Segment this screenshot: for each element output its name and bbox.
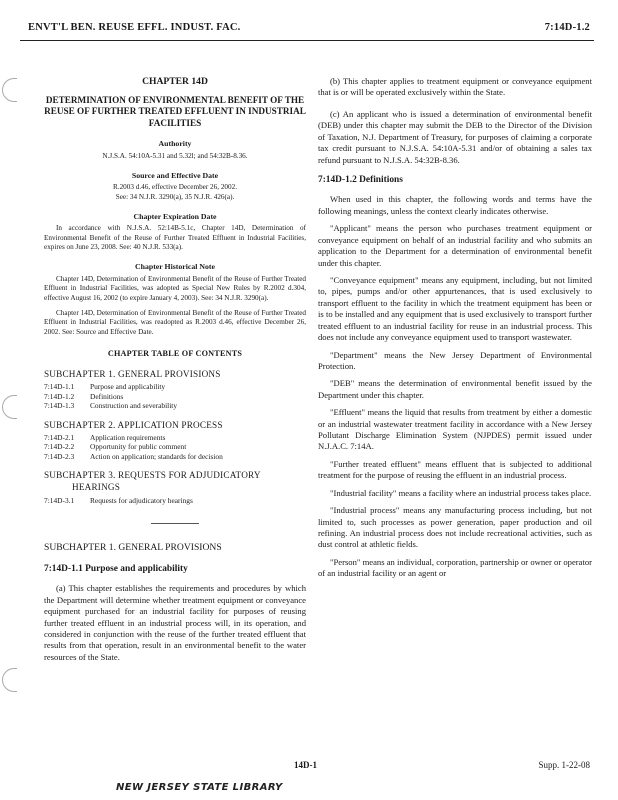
page-number: 14D-1 xyxy=(294,760,317,770)
header-left: ENVT'L BEN. REUSE EFFL. INDUST. FAC. xyxy=(28,22,241,33)
paragraph: (a) This chapter establishes the requirements and procedures by which the Department will determine whether treatment equipment or conveyance equipment purchased for an industrial facility for purposes of reusing further treated effluent in an industrial process will, in its operation, and considered in conjunction with the reuse of the further treated effluent that results from that operation, result in an environmental benefit to the water resources of the State. xyxy=(44,583,306,662)
definition: "Applicant" means the person who purchases treatment equipment or conveyance equipment on behalf of an industrial facility and who submits an application to the Department for a determination of environmental benefit under this chapter. xyxy=(318,223,592,268)
definition: "Department" means the New Jersey Department of Environmental Protection. xyxy=(318,349,592,371)
header-right: 7:14D-1.2 xyxy=(544,22,590,33)
expiration-text: In accordance with N.J.S.A. 52:14B-5.1c, Chapter 14D, Determination of Environmental Benefit of the Reuse of Further Treated Effluent in Industrial Facilities, expires on June 23, 2008. See: 40 N.J.R. 533(a). xyxy=(44,224,306,252)
definition: "Industrial process" means any manufacturing process including, but not limited to, such processes as power generation, paper production and oil refining. An industrial process does not include recreational activities, such as dust control at athletic fields. xyxy=(318,505,592,550)
toc-subchapter-2: SUBCHAPTER 2. APPLICATION PROCESS xyxy=(44,419,223,430)
paragraph: When used in this chapter, the following words and terms have the following meanings, unless the context clearly indicates otherwise. xyxy=(318,194,592,216)
definition: "Person" means an individual, corporation, partnership or owner or operator of an industrial facility or an agent or xyxy=(318,556,592,579)
toc-entry: 7:14D-1.1 Purpose and applicability xyxy=(44,382,166,392)
paragraph: (c) An applicant who is issued a determination of environmental benefit (DEB) under this chapter may submit the DEB to the Director of the Division of Taxation, N.J. Department of Treasury, for purposes of claiming a corporate tax credit pursuant to N.J.S.A. 54:10A-5.31 and/or of obtaining a sales tax refund pursuant to N.J.S.A. 54:32B-8.36. xyxy=(318,108,592,165)
running-header xyxy=(20,18,594,41)
definition: "Effluent" means the liquid that results from treatment by either a domestic or an industrial wastewater treatment facility in accordance with a New Jersey Pollutant Discharge Elimination System (NJPDES) permit issued under N.J.A.C. 7:14A. xyxy=(318,407,592,452)
section-heading: 7:14D-1.1 Purpose and applicability xyxy=(44,563,188,574)
punch-hole-mark xyxy=(2,668,17,692)
definition: "DEB" means the determination of environmental benefit issued by the Department under this chapter. xyxy=(318,378,592,400)
historical-heading: Chapter Historical Note xyxy=(135,262,215,272)
historical-note-2: Chapter 14D, Determination of Environmental Benefit of the Reuse of Further Treated Effluent in Industrial Facilities, was readopted as R.2003 d.46, effective December 26, 2002. See: Source and Effective Date. xyxy=(44,308,306,336)
supplement-date: Supp. 1-22-08 xyxy=(538,760,590,770)
toc-entry: 7:14D-1.2 Definitions xyxy=(44,391,124,401)
source-line-1: R.2003 d.46, effective December 26, 2002. xyxy=(112,183,238,192)
toc-entry: 7:14D-2.3 Action on application; standards for decision xyxy=(44,451,223,461)
definition: "Further treated effluent" means effluent that is subjected to additional treatment for the purpose of reusing the effluent in an industrial process. xyxy=(318,458,592,481)
toc-subchapter-3-cont: HEARINGS xyxy=(72,482,121,493)
punch-hole-mark xyxy=(2,395,17,419)
toc-entry: 7:14D-3.1 Requests for adjudicatory hearings xyxy=(44,495,193,505)
historical-note-1: Chapter 14D, Determination of Environmental Benefit of the Reuse of Further Treated Effluent in Industrial Facilities, was adopted as Special New Rules by R.2002 d.304, effective August 16, 2002 (to expire January 4, 2003). See: 34 N.J.R. 3290(a). xyxy=(44,274,306,302)
punch-hole-mark xyxy=(2,78,17,102)
toc-subchapter-1: SUBCHAPTER 1. GENERAL PROVISIONS xyxy=(44,368,221,379)
library-stamp: NEW JERSEY STATE LIBRARY xyxy=(116,782,283,793)
source-line-2: See: 34 N.J.R. 3290(a), 35 N.J.R. 426(a). xyxy=(115,192,235,201)
definition: "Industrial facility" means a facility where an industrial process takes place. xyxy=(330,487,592,498)
toc-title: CHAPTER TABLE OF CONTENTS xyxy=(107,349,243,358)
expiration-heading: Chapter Expiration Date xyxy=(133,212,217,222)
chapter-title: DETERMINATION OF ENVIRONMENTAL BENEFIT OF THE REUSE OF FURTHER TREATED EFFLUENT IN INDUSTRIAL FACILITIES xyxy=(44,94,306,128)
toc-entry: 7:14D-2.1 Application requirements xyxy=(44,432,166,442)
toc-entry: 7:14D-2.2 Opportunity for public comment xyxy=(44,442,187,452)
subchapter-heading: SUBCHAPTER 1. GENERAL PROVISIONS xyxy=(44,542,222,554)
definition: "Conveyance equipment" means any equipment, including, but not limited to, pipes, pumps and/or other appurtenances, that is used exclusively to transport effluent to the facility in which the treatment equipment has been or is to be installed and any equipment that is used exclusively to transport further treated effluent to an industrial facility for reuse in an industrial process. This does not include any conveyance equipment used to transport wastewater. xyxy=(318,274,592,343)
paragraph: (b) This chapter applies to treatment equipment or conveyance equipment that is or will be operated exclusively within the State. xyxy=(318,76,592,98)
source-heading: Source and Effective Date xyxy=(131,170,219,180)
right-column xyxy=(318,60,592,586)
section-heading: 7:14D-1.2 Definitions xyxy=(318,174,403,185)
section-divider xyxy=(151,523,199,524)
authority-heading: Authority xyxy=(158,139,192,149)
toc-subchapter-3: SUBCHAPTER 3. REQUESTS FOR ADJUDICATORY xyxy=(44,470,261,481)
left-column xyxy=(44,60,306,669)
toc-entry: 7:14D-1.3 Construction and severability xyxy=(44,401,178,411)
authority-text: N.J.S.A. 54:10A-5.31 and 5.32l; and 54:32B-8.36. xyxy=(102,151,248,160)
chapter-number: CHAPTER 14D xyxy=(142,76,208,87)
